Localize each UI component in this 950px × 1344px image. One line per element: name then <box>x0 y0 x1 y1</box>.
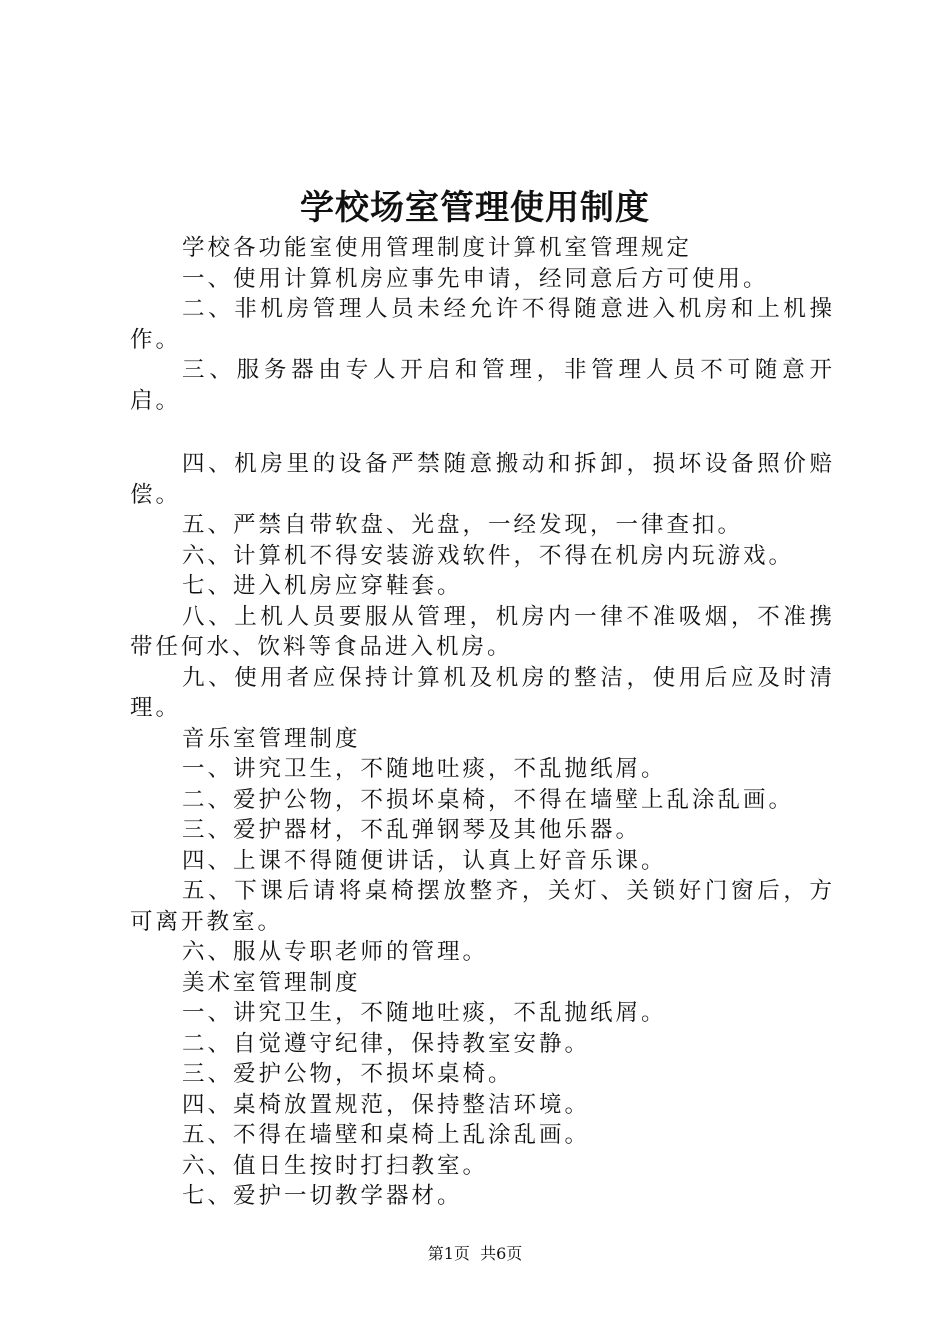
paragraph-computer-rule-5: 五、严禁自带软盘、光盘，一经发现，一律查扣。 <box>182 512 744 538</box>
paragraph-art-rule-3: 三、爱护公物，不损坏桌椅。 <box>182 1061 514 1087</box>
paragraph-music-rule-3: 三、爱护器材，不乱弹钢琴及其他乐器。 <box>182 817 642 843</box>
paragraph-computer-rule-6: 六、计算机不得安装游戏软件，不得在机房内玩游戏。 <box>182 542 795 569</box>
paragraph-art-rule-6: 六、值日生按时打扫教室。 <box>182 1152 489 1179</box>
document-title: 学校场室管理使用制度 <box>300 188 650 228</box>
paragraph-intro: 学校各功能室使用管理制度计算机室管理规定 <box>182 235 693 261</box>
paragraph-computer-rule-8: 八、上机人员要服从管理，机房内一律不准吸烟，不准携带任何水、饮料等食品进入机房。 <box>130 603 835 660</box>
paragraph-computer-rule-3: 三、服务器由专人开启和管理，非管理人员不可随意开启。 <box>130 357 835 414</box>
paragraph-music-rule-4: 四、上课不得随便讲话，认真上好音乐课。 <box>182 847 667 874</box>
page-footer: 第1页 共6页 <box>427 1244 523 1263</box>
paragraph-computer-rule-7: 七、进入机房应穿鞋套。 <box>182 573 463 599</box>
paragraph-music-rule-1: 一、讲究卫生，不随地吐痰，不乱抛纸屑。 <box>182 756 667 782</box>
paragraph-computer-rule-9: 九、使用者应保持计算机及机房的整洁，使用后应及时清理。 <box>130 664 835 721</box>
document-body <box>130 233 835 1212</box>
section-heading-music-room: 音乐室管理制度 <box>182 725 361 752</box>
paragraph-art-rule-7: 七、爱护一切教学器材。 <box>182 1183 463 1209</box>
paragraph-music-rule-2: 二、爱护公物，不损坏桌椅，不得在墙壁上乱涂乱画。 <box>182 786 795 813</box>
paragraph-art-rule-4: 四、桌椅放置规范，保持整洁环境。 <box>182 1091 591 1118</box>
paragraph-music-rule-6: 六、服从专职老师的管理。 <box>182 939 489 965</box>
paragraph-computer-rule-4: 四、机房里的设备严禁随意搬动和拆卸，损坏设备照价赔偿。 <box>130 451 835 508</box>
paragraph-music-rule-5: 五、下课后请将桌椅摆放整齐，关灯、关锁好门窗后，方可离开教室。 <box>130 878 835 935</box>
paragraph-art-rule-1: 一、讲究卫生，不随地吐痰，不乱抛纸屑。 <box>182 1000 667 1026</box>
paragraph-computer-rule-2: 二、非机房管理人员未经允许不得随意进入机房和上机操作。 <box>130 296 835 353</box>
section-heading-art-room: 美术室管理制度 <box>182 969 361 996</box>
paragraph-art-rule-5: 五、不得在墙壁和桌椅上乱涂乱画。 <box>182 1122 591 1148</box>
paragraph-computer-rule-1: 一、使用计算机房应事先申请，经同意后方可使用。 <box>182 265 769 292</box>
paragraph-art-rule-2: 二、自觉遵守纪律，保持教室安静。 <box>182 1030 591 1057</box>
